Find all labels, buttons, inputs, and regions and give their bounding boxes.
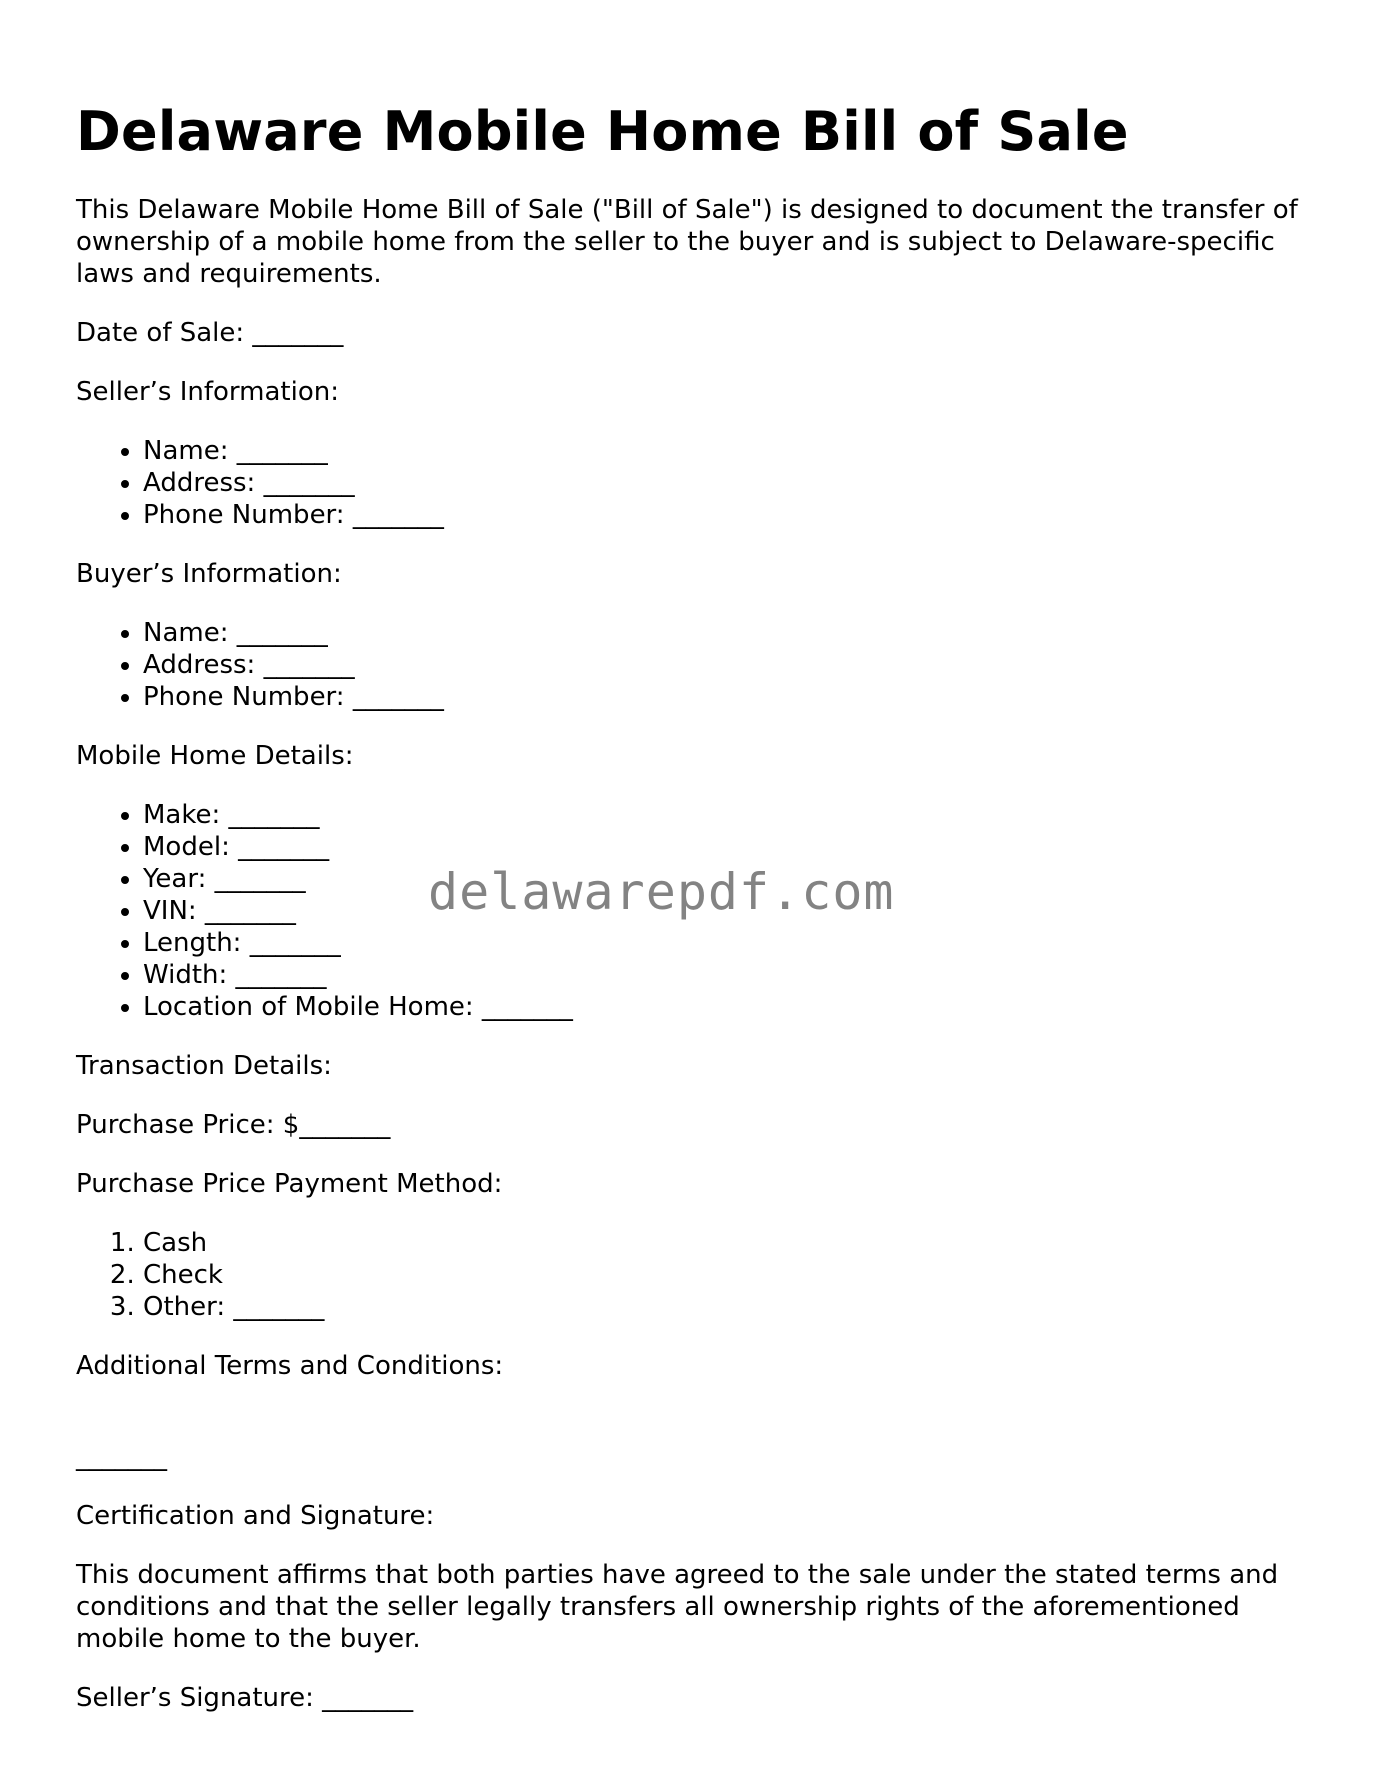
seller-heading: Seller’s Information: <box>76 377 339 407</box>
additional-terms-blank: _______ <box>76 1442 167 1472</box>
make-field: • Make: _______ <box>143 799 1316 831</box>
buyer-heading: Buyer’s Information: <box>76 559 342 589</box>
year-field: • Year: _______ <box>143 863 1316 895</box>
document-title: Delaware Mobile Home Bill of Sale <box>76 100 1129 163</box>
intro-paragraph: This Delaware Mobile Home Bill of Sale ("Bill of Sale") is designed to document the transfer of ownership of a mobile home from the seller to the buyer and is subject to Delaware-specific laws and requirements. <box>76 195 1298 289</box>
buyer-address-field: • Address: _______ <box>143 649 1316 681</box>
additional-terms-heading: Additional Terms and Conditions: <box>76 1351 504 1381</box>
buyer-list <box>76 617 1316 713</box>
payment-method-heading: Purchase Price Payment Method: <box>76 1169 503 1199</box>
watermark-text: delawarepdf.com <box>428 863 895 921</box>
transaction-heading: Transaction Details: <box>76 1051 332 1081</box>
seller-name-field: • Name: _______ <box>143 435 1316 467</box>
buyer-phone-field: • Phone Number: _______ <box>143 681 1316 713</box>
certification-text: This document affirms that both parties have agreed to the sale under the stated terms and conditions and that the seller legally transfers all ownership rights of the aforementioned mobile home to the buyer. <box>76 1560 1279 1654</box>
length-field: • Length: _______ <box>143 927 1316 959</box>
payment-method-other: 3. Other: _______ <box>143 1291 1316 1323</box>
blank-spacer <box>76 1409 1316 1441</box>
payment-method-check: 2. Check <box>143 1259 1316 1291</box>
certification-heading: Certification and Signature: <box>76 1501 435 1531</box>
seller-phone-field: • Phone Number: _______ <box>143 499 1316 531</box>
seller-address-field: • Address: _______ <box>143 467 1316 499</box>
seller-list <box>76 435 1316 531</box>
seller-signature-field: Seller’s Signature: _______ <box>76 1683 414 1713</box>
purchase-price-field: Purchase Price: $_______ <box>76 1110 391 1140</box>
date-of-sale-field: Date of Sale: _______ <box>76 318 344 348</box>
vin-field: • VIN: _______ <box>143 895 1316 927</box>
payment-method-cash: 1. Cash <box>143 1227 1316 1259</box>
buyer-name-field: • Name: _______ <box>143 617 1316 649</box>
payment-method-list <box>76 1227 1316 1323</box>
location-field: • Location of Mobile Home: _______ <box>143 991 1316 1023</box>
model-field: • Model: _______ <box>143 831 1316 863</box>
mobile-home-heading: Mobile Home Details: <box>76 741 354 771</box>
width-field: • Width: _______ <box>143 959 1316 991</box>
